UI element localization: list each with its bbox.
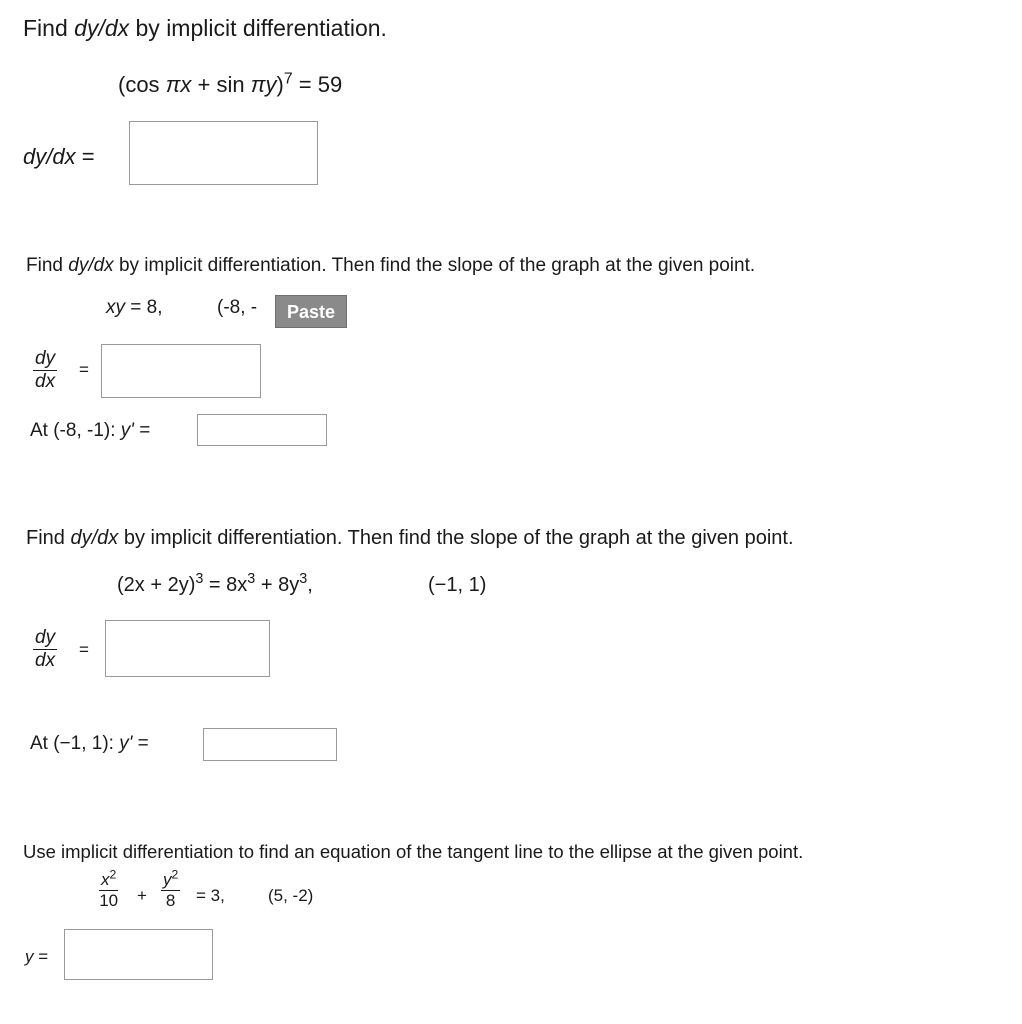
problem2-slope-label-eq: = (133, 420, 151, 441)
problem1-eq-pi-y: πy (250, 72, 277, 97)
problem2-eq-rest: = 8, (125, 297, 163, 318)
problem1-instruction-post: by implicit differentiation. (129, 15, 387, 41)
problem1-equation (118, 72, 342, 98)
problem3-slope-input[interactable] (203, 728, 337, 761)
problem2-slope-label (30, 420, 150, 442)
problem3-dydx-fraction (33, 627, 57, 672)
problem4-x-numerator-var: x (101, 870, 110, 889)
problem1-eq-close: ) (276, 72, 284, 97)
problem3-frac-equals: = (79, 640, 89, 659)
problem3-instruction-var: dy/dx (70, 527, 119, 549)
problem4-y-fraction (161, 867, 180, 911)
problem3-point: (−1, 1) (428, 574, 487, 596)
problem2-instruction (26, 255, 755, 277)
problem4-answer-label-var: y (25, 947, 34, 966)
problem2-equation (106, 297, 163, 319)
problem1-answer-label-eq: = (75, 144, 95, 169)
problem4-tangent-input[interactable] (64, 929, 213, 980)
problem1-eq-open: (cos (118, 72, 166, 97)
problem4-y-denominator: 8 (165, 891, 176, 910)
problem2-frac-numerator: dy (35, 348, 56, 369)
problem3-slope-label-pre: At (−1, 1): (30, 733, 120, 754)
problem3-frac-numerator: dy (35, 627, 56, 648)
problem1-eq-rhs: = 59 (292, 72, 343, 97)
problem1-dydx-input[interactable] (129, 121, 318, 185)
problem3-eq-c: + 8y (255, 574, 300, 596)
problem1-eq-plus: + sin (191, 72, 251, 97)
problem3-frac-denominator: dx (35, 650, 56, 671)
problem3-eq-a: (2x + 2y) (117, 574, 196, 596)
problem3-eq-b: = 8x (203, 574, 248, 596)
problem2-instruction-pre: Find (26, 255, 69, 276)
problem3-instruction-pre: Find (26, 527, 71, 549)
problem2-instruction-var: dy/dx (68, 255, 114, 276)
problem2-point: (-8, - (217, 297, 258, 318)
problem4-answer-label-eq: = (33, 947, 49, 966)
problem2-dydx-fraction (33, 348, 57, 393)
problem1-eq-pi-x: πx (165, 72, 192, 97)
paste-button[interactable]: Paste (275, 295, 347, 328)
problem4-answer-label (25, 947, 48, 967)
problem3-eq-d: , (307, 574, 313, 596)
problem3-eq-a-exponent: 3 (195, 571, 204, 588)
problem4-x-numerator (99, 867, 118, 891)
problem3-eq-b-exponent: 3 (247, 571, 256, 588)
problem4-x-fraction (99, 867, 119, 911)
problem4-instruction: Use implicit differentiation to find an equation of the tangent line to the ellipse at the given point. (23, 841, 804, 862)
problem3-instruction-post: by implicit differentiation. Then find the slope of the graph at the given point. (118, 527, 794, 549)
problem1-eq-exponent: 7 (283, 70, 293, 88)
problem4-x-denominator: 10 (99, 891, 119, 910)
problem2-dydx-input[interactable] (101, 344, 261, 398)
problem4-plus: + (137, 886, 147, 905)
problem3-slope-label-var: y' (119, 733, 133, 754)
problem4-eq-rest: = 3, (196, 886, 225, 905)
problem3-slope-label (30, 733, 149, 755)
problem3-slope-label-eq: = (132, 733, 149, 754)
problem1-answer-label-var: dy/dx (23, 144, 76, 169)
problem2-slope-label-pre: At (-8, -1): (30, 420, 121, 441)
problem1-instruction-pre: Find (23, 15, 75, 41)
problem1-instruction-var: dy/dx (74, 15, 130, 41)
problem1-answer-label (23, 144, 95, 170)
problem4-x-numerator-exp: 2 (109, 867, 117, 882)
problem2-slope-label-var: y' (120, 420, 134, 441)
problem2-slope-input[interactable] (197, 414, 327, 446)
problem2-frac-denominator: dx (35, 371, 56, 392)
problem1-instruction (23, 15, 387, 42)
problem4-point: (5, -2) (268, 886, 314, 905)
problem3-dydx-input[interactable] (105, 620, 270, 677)
problem2-frac-equals: = (79, 360, 89, 379)
problem2-instruction-post: by implicit differentiation. Then find the slope of the graph at the given point. (113, 255, 756, 276)
problem3-eq-c-exponent: 3 (299, 571, 308, 588)
problem4-y-numerator (161, 867, 180, 891)
problem3-instruction (26, 527, 794, 550)
problem2-eq-var: xy (106, 297, 125, 318)
problem4-y-numerator-exp: 2 (171, 867, 179, 882)
problem4-y-numerator-var: y (163, 870, 172, 889)
problem3-equation (117, 571, 313, 597)
